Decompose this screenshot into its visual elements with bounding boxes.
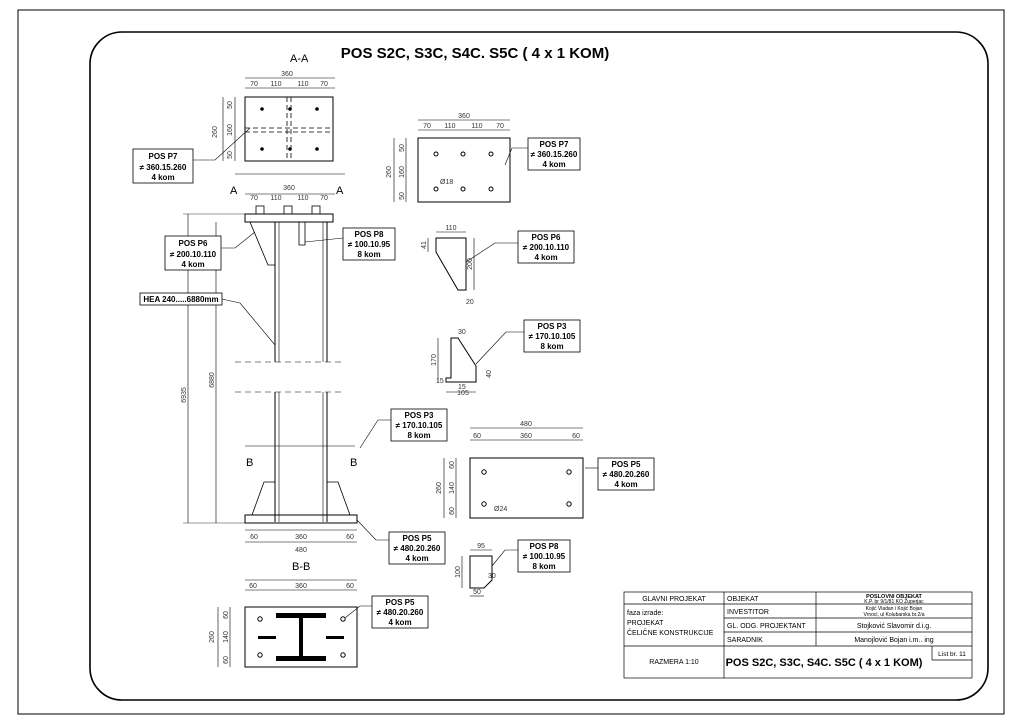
label-p5-mid-pos: POS P5 <box>402 534 432 543</box>
aa-plate <box>245 97 333 161</box>
label-hea-text: HEA 240.....6880mm <box>143 295 219 304</box>
label-p7-top-pos: POS P7 <box>148 152 178 161</box>
label-p8-top <box>305 228 395 260</box>
p6-dim-110: 110 <box>445 225 457 232</box>
aa-dim-50a: 50 <box>227 101 234 109</box>
label-p3-mid-pos: POS P3 <box>404 411 434 420</box>
tb-naziv: POS S2C, S3C, S4C. S5C ( 4 x 1 KOM) <box>725 657 923 669</box>
label-p5-right-dim: ≠ 480.20.260 <box>602 470 650 479</box>
label-p6-left-dim: ≠ 200.10.110 <box>169 250 217 259</box>
tb-investitor-v2: Vrnoci, ul Kolubarska br.2/a <box>863 612 925 618</box>
p8-dim-50: 50 <box>473 589 481 596</box>
aa-dim-70b: 70 <box>320 81 328 88</box>
p5-dim-hole: Ø24 <box>494 506 508 513</box>
col-dim-110b: 110 <box>297 195 309 202</box>
p7-dim-110b: 110 <box>471 123 483 130</box>
tb-investitor-v1: Kojić Vladan i Kojić Bojan <box>865 606 923 612</box>
top-bolts <box>256 206 320 214</box>
label-p8-bottom-pos: POS P8 <box>529 542 559 551</box>
a-marker-left: A <box>230 185 238 197</box>
p6-dim-41: 41 <box>421 241 428 249</box>
label-p6-left-pos: POS P6 <box>178 239 208 248</box>
b-marker-right: B <box>350 457 358 469</box>
tb-glodg-key: GL. ODG. PROJEKTANT <box>727 623 806 630</box>
aa-dim-110a: 110 <box>270 81 282 88</box>
aa-dim-110b: 110 <box>297 81 309 88</box>
bb-dim-60d: 60 <box>223 656 230 664</box>
tb-glavni: GLAVNI PROJEKAT <box>642 596 706 603</box>
label-p7-right <box>505 138 580 170</box>
b-marker-left: B <box>246 457 254 469</box>
label-p5-bottom-dim: ≠ 480.20.260 <box>376 608 424 617</box>
p5-dim-60c: 60 <box>449 461 456 469</box>
label-hea <box>140 293 275 345</box>
aa-dim-total: 360 <box>281 71 293 78</box>
section-bb-label: B-B <box>292 561 311 573</box>
label-p5-bottom-qty: 4 kom <box>388 618 412 627</box>
base-dim-360: 360 <box>295 534 307 541</box>
p7-dim-total: 360 <box>458 113 470 120</box>
p5-detail <box>444 428 583 518</box>
base-dim-480: 480 <box>295 547 307 554</box>
p3-dim-105: 105 <box>457 390 469 397</box>
p6-shape <box>436 238 466 290</box>
label-p3-mid <box>360 409 447 448</box>
label-p7-top-dim: ≠ 360.15.260 <box>139 163 187 172</box>
label-p8-bottom <box>492 540 570 572</box>
p6-dim-200: 200 <box>467 258 474 270</box>
aa-dim-160: 160 <box>227 124 234 136</box>
label-p6-right <box>466 231 574 263</box>
tb-saradnik-v: Manojlović Bojan i.m.. ing <box>854 637 934 644</box>
tb-faza-key: faza izrade: <box>627 610 664 617</box>
p8-dim-100: 100 <box>455 566 462 578</box>
tb-razmera: RAZMERA 1:10 <box>649 659 699 666</box>
tb-glodg-v: Stojković Slavomir d.i.g. <box>856 623 932 630</box>
p7-dim-110a: 110 <box>444 123 456 130</box>
col-dim-70a: 70 <box>250 195 258 202</box>
p3-shape <box>446 338 476 382</box>
base-dim-60b: 60 <box>346 534 354 541</box>
p7-dim-70b: 70 <box>496 123 504 130</box>
bb-dim-60c: 60 <box>223 611 230 619</box>
p8-dim-95: 95 <box>477 543 485 550</box>
p7-dim-260: 260 <box>386 166 393 178</box>
col-dim-70b: 70 <box>320 195 328 202</box>
label-p7-right-pos: POS P7 <box>539 140 569 149</box>
p7-detail <box>394 120 510 202</box>
tb-objekat-v1: POSLOVNI OBJEKAT <box>866 594 922 600</box>
a-marker-right: A <box>336 185 344 197</box>
label-p6-right-qty: 4 kom <box>534 253 558 262</box>
p5-dim-60b: 60 <box>572 433 580 440</box>
section-aa <box>223 53 335 161</box>
label-p5-right-qty: 4 kom <box>614 480 638 489</box>
label-p3-right-pos: POS P3 <box>537 322 567 331</box>
p3-dim-30: 30 <box>458 329 466 336</box>
tb-objekat-v2: K.P. br 9/1/81 KO Župerjac <box>864 599 924 605</box>
top-plate <box>245 214 333 222</box>
label-p5-bottom-pos: POS P5 <box>385 598 415 607</box>
label-p7-right-qty: 4 kom <box>542 160 566 169</box>
p5-dim-480: 480 <box>520 421 532 428</box>
label-p5-right <box>585 458 654 490</box>
label-p3-right <box>476 320 580 364</box>
tb-faza-v2: ČELIČNE KONSTRUKCIJE <box>627 630 714 637</box>
label-p6-right-dim: ≠ 200.10.110 <box>522 243 570 252</box>
tb-objekat-key: OBJEKAT <box>727 596 759 603</box>
label-p5-mid-qty: 4 kom <box>405 554 429 563</box>
p5-dim-260: 260 <box>436 482 443 494</box>
p3-dim-15b: 15 <box>458 384 466 391</box>
p6-dim-20: 20 <box>466 299 474 306</box>
label-p6-right-pos: POS P6 <box>531 233 561 242</box>
label-p3-mid-qty: 8 kom <box>407 431 431 440</box>
label-p6-left-qty: 4 kom <box>181 260 205 269</box>
label-p7-right-dim: ≠ 360.15.260 <box>530 150 578 159</box>
p3-dim-15a: 15 <box>436 378 444 385</box>
drawing-title: POS S2C, S3C, S4C. S5C ( 4 x 1 KOM) <box>340 45 610 62</box>
p7-dim-70a: 70 <box>423 123 431 130</box>
label-p3-mid-dim: ≠ 170.10.105 <box>395 421 443 430</box>
label-p8-top-qty: 8 kom <box>357 250 381 259</box>
label-p8-top-dim: ≠ 100.10.95 <box>347 240 391 249</box>
p8-dim-30: 30 <box>488 573 496 580</box>
p5-dim-60d: 60 <box>449 507 456 515</box>
p7-dim-50a: 50 <box>399 144 406 152</box>
col-dim-6935: 6935 <box>181 387 188 403</box>
label-p8-bottom-qty: 8 kom <box>532 562 556 571</box>
p7-dim-160: 160 <box>399 166 406 178</box>
p7-dim-50b: 50 <box>399 192 406 200</box>
p5-dim-140: 140 <box>449 482 456 494</box>
bb-hea-profile <box>258 613 344 661</box>
base-dim-60a: 60 <box>250 534 258 541</box>
bb-dim-60a: 60 <box>249 583 257 590</box>
aa-dim-70a: 70 <box>250 81 258 88</box>
label-p3-right-qty: 8 kom <box>540 342 564 351</box>
label-p5-mid-dim: ≠ 480.20.260 <box>393 544 441 553</box>
col-dim-110a: 110 <box>270 195 282 202</box>
p3-dim-40: 40 <box>486 370 493 378</box>
tb-faza-v1: PROJEKAT <box>627 620 664 627</box>
bb-dim-60b: 60 <box>346 583 354 590</box>
p7-plate <box>418 138 510 202</box>
tb-saradnik-key: SARADNIK <box>727 637 763 644</box>
aa-dim-260: 260 <box>212 126 219 138</box>
label-p3-right-dim: ≠ 170.10.105 <box>528 332 576 341</box>
p7-dim-hole: Ø18 <box>440 179 454 186</box>
label-p5-right-pos: POS P5 <box>611 460 641 469</box>
label-p5-mid <box>357 520 445 564</box>
section-bb <box>218 561 357 667</box>
bb-dim-260: 260 <box>209 631 216 643</box>
base-plate <box>245 515 357 523</box>
p3-dim-170: 170 <box>431 354 438 366</box>
column-elevation <box>183 174 357 542</box>
label-p8-top-pos: POS P8 <box>354 230 384 239</box>
bb-dim-360: 360 <box>295 583 307 590</box>
col-dim-6880: 6880 <box>209 372 216 388</box>
p8-shape <box>470 556 492 588</box>
p5-dim-360: 360 <box>520 433 532 440</box>
bb-dim-140: 140 <box>223 631 230 643</box>
p5-dim-60a: 60 <box>473 433 481 440</box>
label-p6-left <box>165 232 255 270</box>
tb-list: List br. 11 <box>938 651 966 658</box>
label-p8-bottom-dim: ≠ 100.10.95 <box>522 552 566 561</box>
aa-dim-50b: 50 <box>227 151 234 159</box>
col-dim-total: 360 <box>283 185 295 192</box>
section-aa-label: A-A <box>290 53 309 65</box>
tb-investitor-key: INVESTITOR <box>727 609 769 616</box>
p5-plate <box>470 458 583 518</box>
label-p7-top-qty: 4 kom <box>151 173 175 182</box>
